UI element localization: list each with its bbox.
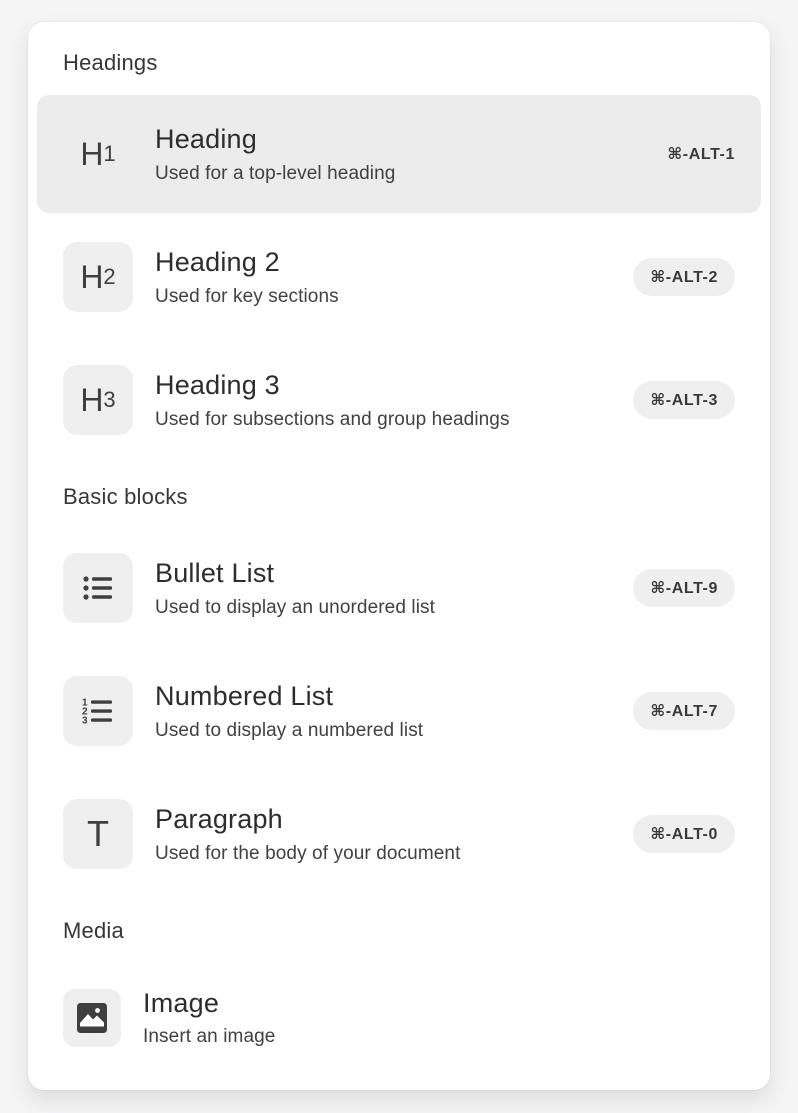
numbered-list-icon (63, 676, 133, 746)
menu-item-description: Used for key sections (155, 285, 339, 307)
menu-item-h2[interactable] (37, 218, 761, 336)
menu-item-title: Heading 2 (155, 247, 280, 278)
menu-item-title: Paragraph (155, 804, 283, 835)
menu-item-description: Used for the body of your document (155, 842, 461, 864)
h1-icon (63, 119, 133, 189)
h2-icon (63, 242, 133, 312)
menu-item-texts (155, 369, 617, 430)
heading-glyph-letter: H (80, 258, 104, 295)
heading-glyph-digit: 2 (103, 264, 116, 289)
menu-item-description: Used for a top-level heading (155, 162, 396, 184)
shortcut-badge: ⌘-ALT-0 (633, 815, 735, 853)
menu-item-paragraph[interactable] (37, 775, 761, 893)
paragraph-glyph: T (87, 813, 109, 854)
menu-section-basic-blocks (37, 484, 761, 898)
menu-item-title: Heading (155, 124, 257, 155)
menu-item-title: Heading 3 (155, 370, 280, 401)
section-rows (37, 529, 761, 898)
menu-item-texts (143, 987, 735, 1048)
menu-item-h1[interactable] (37, 95, 761, 213)
menu-item-description: Insert an image (143, 1026, 276, 1048)
menu-item-h3[interactable] (37, 341, 761, 459)
svg-text:2: 2 (82, 706, 88, 718)
menu-section-media (37, 918, 761, 1077)
menu-item-texts (155, 680, 617, 741)
heading-glyph-letter: H (80, 135, 104, 172)
heading-glyph-letter: H (80, 381, 104, 418)
menu-section-headings (37, 50, 761, 464)
block-insert-menu (28, 22, 770, 1090)
menu-item-image[interactable] (37, 963, 761, 1072)
menu-item-description: Used to display a numbered list (155, 719, 424, 741)
shortcut-badge: ⌘-ALT-7 (633, 692, 735, 730)
shortcut-badge: ⌘-ALT-1 (667, 146, 735, 163)
heading-glyph-digit: 1 (103, 141, 116, 166)
menu-item-texts (155, 246, 617, 307)
menu-item-description: Used for subsections and group headings (155, 408, 510, 430)
menu-item-texts (155, 557, 617, 618)
svg-text:3: 3 (82, 715, 88, 727)
section-label-basic-blocks: Basic blocks (63, 484, 188, 509)
menu-item-texts (155, 803, 617, 864)
section-label-headings: Headings (63, 50, 158, 75)
menu-item-numbered-list[interactable] (37, 652, 761, 770)
heading-glyph-digit: 3 (103, 387, 116, 412)
menu-item-title: Image (143, 988, 220, 1018)
section-rows (37, 963, 761, 1077)
image-icon (63, 989, 121, 1047)
menu-item-title: Bullet List (155, 558, 275, 589)
paragraph-icon (63, 799, 133, 869)
section-label-media: Media (63, 918, 124, 943)
menu-item-bullet-list[interactable] (37, 529, 761, 647)
menu-item-texts (155, 123, 634, 184)
bullet-list-icon (63, 553, 133, 623)
shortcut-badge: ⌘-ALT-2 (633, 258, 735, 296)
menu-item-description: Used to display an unordered list (155, 596, 436, 618)
shortcut-badge: ⌘-ALT-3 (633, 381, 735, 419)
menu-item-title: Numbered List (155, 681, 334, 712)
svg-text:1: 1 (82, 697, 88, 709)
section-rows (37, 95, 761, 464)
h3-icon (63, 365, 133, 435)
shortcut-badge: ⌘-ALT-9 (633, 569, 735, 607)
